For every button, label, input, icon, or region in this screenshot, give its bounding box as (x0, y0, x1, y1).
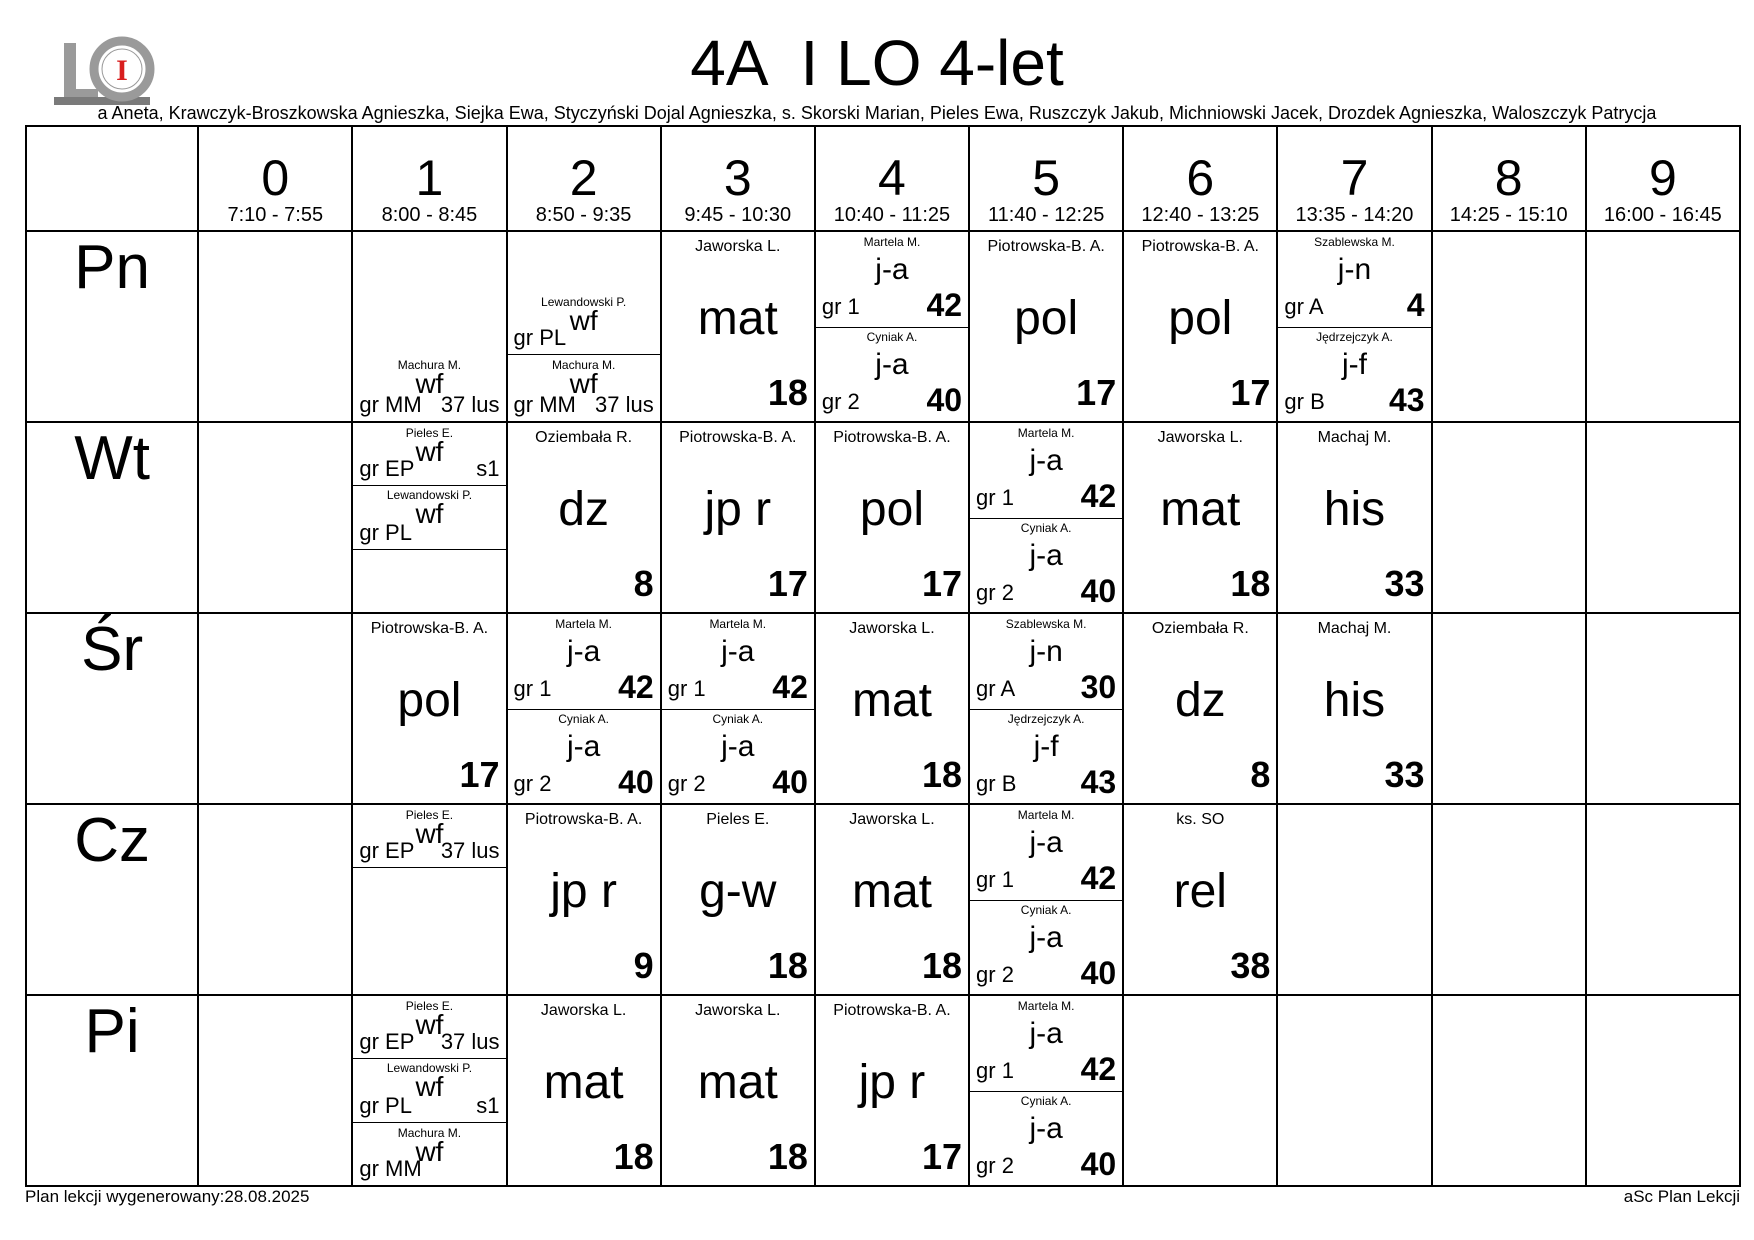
lesson-group: gr 1 (976, 1058, 1014, 1083)
lesson-subject: j-a (1029, 921, 1063, 954)
lesson-room: 18 (767, 372, 808, 413)
lesson-slot[interactable] (352, 422, 506, 613)
lesson-slot (1123, 995, 1277, 1186)
lesson-card[interactable] (970, 996, 1122, 1092)
lesson-subject: j-a (875, 253, 909, 286)
lesson-teacher: Piotrowska-B. A. (524, 811, 643, 828)
period-header-row (26, 126, 1740, 231)
lesson-room: 33 (1384, 754, 1425, 795)
lesson-subject: his (1323, 483, 1386, 536)
day-row (26, 231, 1740, 422)
lesson-group: gr EP (359, 456, 415, 481)
day-row (26, 804, 1740, 995)
lesson-subject: j-f (1341, 348, 1367, 381)
lesson-slot (1432, 613, 1586, 804)
lesson-room: 43 (1080, 764, 1117, 800)
lesson-teacher: Jaworska L. (849, 620, 935, 637)
lesson-subject: mat (543, 1056, 624, 1109)
lesson-teacher: Cyniak A. (866, 330, 918, 344)
lesson-group: gr PL (359, 520, 412, 545)
lesson-group: gr MM (359, 1156, 422, 1181)
lesson-group: gr 2 (976, 580, 1014, 605)
lesson-slot[interactable] (1123, 804, 1277, 995)
lesson-card[interactable] (1124, 805, 1276, 994)
lesson-teacher: Jaworska L. (849, 811, 935, 828)
lesson-slot[interactable] (352, 231, 506, 422)
lesson-group: gr EP (359, 838, 415, 863)
lesson-slot[interactable] (815, 613, 969, 804)
lesson-room: 18 (767, 1136, 808, 1177)
lesson-subject: j-n (1029, 635, 1063, 668)
lesson-room: 37 lus (594, 392, 654, 417)
lesson-group: gr 2 (821, 389, 860, 414)
lesson-subject: j-a (1029, 539, 1063, 572)
period-number: 9 (1648, 150, 1677, 206)
lesson-card[interactable] (662, 614, 814, 710)
lesson-card[interactable] (662, 423, 814, 612)
lesson-slot[interactable] (507, 804, 661, 995)
lesson-group: gr MM (359, 392, 422, 417)
lesson-subject: dz (558, 483, 609, 536)
lesson-card[interactable] (816, 327, 968, 422)
lesson-card[interactable] (508, 709, 660, 804)
period-time: 14:25 - 15:10 (1449, 204, 1568, 226)
lesson-group: gr 2 (976, 962, 1014, 987)
lesson-slot[interactable] (815, 995, 969, 1186)
lesson-subject: mat (851, 865, 932, 918)
lesson-subject: wf (415, 1071, 444, 1102)
lesson-teacher: Piotrowska-B. A. (987, 238, 1105, 255)
lesson-card[interactable] (1124, 232, 1276, 421)
period-time: 9:45 - 10:30 (684, 204, 792, 226)
lesson-teacher: Jaworska L. (540, 1002, 627, 1019)
lesson-subject: j-a (566, 730, 601, 763)
lesson-room: 30 (1080, 669, 1117, 705)
lesson-card[interactable] (508, 292, 660, 355)
lesson-room: 17 (767, 563, 808, 604)
lesson-subject: rel (1173, 865, 1227, 918)
lesson-card[interactable] (662, 709, 814, 804)
lesson-slot[interactable] (815, 422, 969, 613)
lesson-slot[interactable] (352, 995, 506, 1186)
period-number: 3 (723, 150, 752, 206)
lesson-slot[interactable] (507, 422, 661, 613)
lesson-group: gr 1 (976, 485, 1014, 510)
lesson-room: 17 (922, 1136, 963, 1177)
lesson-card[interactable] (816, 423, 968, 612)
lesson-subject: mat (851, 674, 932, 727)
lesson-teacher: Szablewska M. (1314, 235, 1395, 249)
lesson-subject: jp r (858, 1056, 926, 1109)
lesson-room: 40 (1080, 573, 1117, 609)
period-number: 8 (1494, 150, 1523, 206)
lesson-subject: wf (569, 305, 598, 336)
lesson-teacher: Martela M. (555, 617, 612, 631)
day-row (26, 995, 1740, 1186)
lesson-subject: j-a (721, 730, 755, 763)
lesson-card[interactable] (662, 805, 814, 994)
lesson-teacher: Machura M. (397, 1126, 462, 1140)
period-time: 13:35 - 14:20 (1295, 204, 1414, 226)
lesson-group: gr 1 (821, 294, 860, 319)
lesson-subject: wf (415, 1009, 444, 1040)
lesson-room: 18 (922, 945, 963, 986)
lesson-slot[interactable] (507, 613, 661, 804)
lesson-slot[interactable] (661, 231, 815, 422)
lesson-room: 38 (1230, 945, 1271, 986)
lesson-teacher: Martela M. (1017, 426, 1075, 440)
lesson-group: gr B (1284, 389, 1325, 414)
lesson-slot[interactable] (1123, 231, 1277, 422)
lesson-teacher: Lewandowski P. (386, 488, 473, 502)
brand-label: aSc Plan Lekcji (1623, 1187, 1740, 1206)
lesson-card[interactable] (970, 1091, 1122, 1186)
period-number: 4 (878, 150, 906, 206)
lesson-slot (198, 804, 352, 995)
lesson-slot[interactable] (1277, 422, 1431, 613)
lesson-room: 42 (1080, 1051, 1117, 1087)
lesson-room: 42 (772, 669, 808, 705)
period-header-8 (1432, 126, 1586, 231)
day-row (26, 422, 1740, 613)
lesson-teacher: Martela M. (1017, 808, 1075, 822)
lesson-group: gr 1 (667, 676, 706, 701)
lesson-slot[interactable] (1277, 613, 1431, 804)
lesson-slot[interactable] (815, 231, 969, 422)
lesson-subject: j-a (566, 635, 601, 668)
lesson-room: 18 (922, 754, 963, 795)
lesson-subject: wf (415, 1136, 444, 1167)
lesson-room: 17 (459, 754, 500, 795)
lesson-group: gr 2 (976, 1153, 1014, 1178)
lesson-slot[interactable] (1277, 231, 1431, 422)
lesson-teacher: Cyniak A. (712, 712, 764, 726)
lesson-slot (1432, 804, 1586, 995)
lesson-room: 42 (1080, 860, 1117, 896)
lesson-subject: j-a (1029, 444, 1063, 477)
lesson-room: 9 (633, 945, 654, 986)
lesson-card[interactable] (1278, 327, 1430, 422)
lesson-group: gr PL (513, 325, 567, 350)
lesson-teacher: Oziembała R. (1151, 620, 1249, 637)
lesson-card[interactable] (816, 996, 968, 1185)
lesson-slot[interactable] (352, 804, 506, 995)
lesson-subject: mat (1160, 483, 1241, 536)
period-header-2 (507, 126, 661, 231)
lesson-slot[interactable] (1123, 613, 1277, 804)
lesson-group: gr 2 (667, 771, 706, 796)
lesson-room: 37 lus (440, 1029, 500, 1054)
lesson-subject: wf (415, 818, 444, 849)
lesson-subject: wf (415, 498, 444, 529)
lesson-slot[interactable] (507, 995, 661, 1186)
lesson-card[interactable] (353, 805, 505, 868)
lesson-group: gr 1 (976, 867, 1014, 892)
lesson-teacher: Lewandowski P. (386, 1061, 473, 1075)
period-header-3 (661, 126, 815, 231)
lesson-room: 40 (1080, 955, 1117, 991)
lesson-subject: pol (1168, 292, 1233, 345)
lesson-card[interactable] (970, 709, 1122, 804)
generated-date: Plan lekcji wygenerowany:28.08.2025 (25, 1187, 310, 1206)
lesson-subject: pol (1014, 292, 1079, 345)
period-number: 2 (569, 150, 598, 206)
period-header-7 (1277, 126, 1431, 231)
lesson-card[interactable] (353, 614, 505, 803)
lesson-group: gr A (976, 676, 1016, 701)
lesson-slot[interactable] (969, 613, 1123, 804)
lesson-teacher: Jaworska L. (695, 238, 781, 255)
lesson-card[interactable] (353, 996, 505, 1059)
lesson-card[interactable] (970, 518, 1122, 613)
lesson-card[interactable] (1278, 232, 1430, 328)
period-number: 5 (1032, 150, 1061, 206)
period-time: 8:00 - 8:45 (381, 204, 478, 226)
lesson-slot (1432, 995, 1586, 1186)
lesson-card[interactable] (970, 614, 1122, 710)
lesson-subject: mat (697, 292, 778, 345)
timetable (25, 125, 1741, 1187)
lesson-subject: his (1323, 674, 1386, 727)
lesson-slot (1432, 231, 1586, 422)
lesson-room: 18 (1230, 563, 1271, 604)
lesson-teacher: Martela M. (709, 617, 767, 631)
lesson-slot (1586, 613, 1740, 804)
lesson-room: 8 (633, 563, 654, 604)
lesson-slot (1432, 422, 1586, 613)
lesson-room: 33 (1384, 563, 1425, 604)
lesson-subject: pol (859, 483, 924, 536)
lesson-slot[interactable] (661, 804, 815, 995)
lesson-teacher: Machaj M. (1317, 429, 1392, 446)
lesson-room: 18 (767, 945, 808, 986)
lesson-teacher: Jędrzejczyk A. (1007, 712, 1085, 726)
lesson-room: 42 (618, 669, 654, 705)
lesson-slot[interactable] (969, 995, 1123, 1186)
lesson-subject: j-a (875, 348, 909, 381)
lesson-teacher: Szablewska M. (1005, 617, 1087, 631)
lesson-room: 4 (1406, 287, 1425, 323)
lesson-group: gr EP (359, 1029, 415, 1054)
lesson-slot (1586, 995, 1740, 1186)
lesson-teacher: Pieles E. (405, 426, 454, 440)
logo-mark: I (116, 54, 128, 87)
lesson-subject: mat (697, 1056, 778, 1109)
lesson-slot (1586, 231, 1740, 422)
period-time: 11:40 - 12:25 (987, 204, 1105, 226)
lesson-card[interactable] (970, 232, 1122, 421)
lesson-subject: wf (569, 368, 598, 399)
lesson-card[interactable] (816, 805, 968, 994)
lesson-room: s1 (476, 456, 500, 481)
lesson-group: gr 2 (513, 771, 552, 796)
lesson-slot[interactable] (969, 231, 1123, 422)
lesson-subject: j-a (1029, 1017, 1063, 1050)
lesson-subject: jp r (550, 865, 617, 918)
lesson-slot[interactable] (661, 613, 815, 804)
lesson-room: 18 (613, 1136, 654, 1177)
lesson-group: gr 1 (513, 676, 552, 701)
period-number: 6 (1186, 150, 1215, 206)
lesson-room: 17 (922, 563, 963, 604)
lesson-slot[interactable] (1123, 422, 1277, 613)
lesson-card[interactable] (1124, 423, 1276, 612)
lesson-subject: dz (1174, 674, 1226, 727)
period-header-6 (1123, 126, 1277, 231)
lesson-card[interactable] (970, 423, 1122, 519)
lesson-card[interactable] (1278, 614, 1430, 803)
lesson-slot[interactable] (969, 804, 1123, 995)
lesson-subject: j-a (1029, 1112, 1063, 1145)
lesson-teacher: Pieles E. (706, 811, 770, 828)
period-number: 0 (261, 150, 290, 206)
lesson-teacher: Oziembała R. (535, 429, 633, 446)
lesson-teacher: Cyniak A. (558, 712, 609, 726)
lesson-room: 37 lus (440, 392, 500, 417)
period-header-0 (198, 126, 352, 231)
lesson-card[interactable] (353, 1058, 505, 1123)
lesson-card[interactable] (508, 423, 660, 612)
lesson-card[interactable] (1278, 423, 1430, 612)
period-header-1 (352, 126, 506, 231)
lesson-teacher: Piotrowska-B. A. (833, 1002, 951, 1019)
lesson-teacher: Martela M. (1017, 999, 1075, 1013)
day-label: Pi (26, 995, 198, 1186)
lesson-subject: wf (415, 436, 444, 467)
lesson-card[interactable] (1124, 614, 1276, 803)
lesson-subject: wf (415, 368, 444, 399)
lesson-teacher: Jędrzejczyk A. (1316, 330, 1393, 344)
lesson-card[interactable] (970, 900, 1122, 995)
lesson-slot (1586, 804, 1740, 995)
lesson-room: 40 (1080, 1146, 1117, 1182)
period-time: 12:40 - 13:25 (1141, 204, 1260, 226)
lesson-teacher: Machura M. (397, 358, 462, 372)
lesson-teacher: Machura M. (551, 358, 616, 372)
day-label: Wt (26, 422, 198, 613)
lesson-room: 42 (926, 287, 963, 323)
lesson-slot (1586, 422, 1740, 613)
lesson-room: s1 (476, 1093, 500, 1118)
lesson-card[interactable] (508, 614, 660, 710)
lesson-teacher: Cyniak A. (1020, 903, 1072, 917)
period-number: 7 (1340, 150, 1369, 206)
lesson-group: gr B (976, 771, 1017, 796)
lesson-card[interactable] (353, 355, 505, 421)
period-header-4 (815, 126, 969, 231)
lesson-slot (198, 613, 352, 804)
lesson-teacher: Jaworska L. (695, 1002, 781, 1019)
lesson-slot (198, 231, 352, 422)
lesson-slot[interactable] (352, 613, 506, 804)
lesson-room: 40 (772, 764, 808, 800)
lesson-subject: g-w (699, 865, 777, 918)
day-label: Pn (26, 231, 198, 422)
period-header-5 (969, 126, 1123, 231)
lesson-room: 37 lus (440, 838, 500, 863)
lesson-teacher: Piotrowska-B. A. (1141, 238, 1259, 255)
period-header-9 (1586, 126, 1740, 231)
lesson-slot[interactable] (661, 422, 815, 613)
lesson-slot (1277, 804, 1431, 995)
lesson-teacher: Machaj M. (1317, 620, 1392, 637)
lesson-room: 8 (1250, 754, 1271, 795)
lesson-room: 40 (926, 382, 963, 418)
lesson-card[interactable] (508, 996, 660, 1185)
period-time: 16:00 - 16:45 (1603, 204, 1722, 226)
lesson-teacher: Cyniak A. (1020, 1094, 1072, 1108)
lesson-teacher: Pieles E. (405, 808, 454, 822)
lesson-subject: j-a (1029, 826, 1063, 859)
lesson-room: 42 (1080, 478, 1117, 514)
lesson-slot[interactable] (507, 231, 661, 422)
lesson-group: gr PL (359, 1093, 412, 1118)
teachers-list: a Aneta, Krawczyk-Broszkowska Agnieszka, Siejka Ewa, Styczyński Dojal Agnieszka, s. Skorski Marian, Pieles Ewa, Ruszczyk Jakub, Michniowski Jacek, Drozdek Agnieszka, Waloszczyk Patrycja (97, 103, 1657, 123)
lesson-teacher: Pieles E. (405, 999, 454, 1013)
page-title: 4A I LO 4-let (690, 27, 1064, 99)
lesson-slot (1277, 995, 1431, 1186)
day-label: Cz (26, 804, 198, 995)
lesson-card[interactable] (353, 423, 505, 486)
lesson-slot (198, 995, 352, 1186)
lesson-subject: j-f (1033, 730, 1059, 763)
lesson-card[interactable] (353, 485, 505, 550)
period-time: 10:40 - 11:25 (833, 204, 951, 226)
lesson-room: 43 (1388, 382, 1425, 418)
lesson-card[interactable] (353, 1123, 505, 1185)
lesson-card[interactable] (970, 805, 1122, 901)
lesson-card[interactable] (816, 614, 968, 803)
lesson-group: gr MM (513, 392, 576, 417)
lesson-group: gr A (1284, 294, 1324, 319)
lesson-teacher: Piotrowska-B. A. (370, 620, 489, 637)
lesson-teacher: Martela M. (863, 235, 921, 249)
lesson-subject: j-a (721, 635, 755, 668)
lesson-slot[interactable] (815, 804, 969, 995)
lesson-teacher: Piotrowska-B. A. (679, 429, 797, 446)
period-number: 1 (415, 150, 444, 206)
lesson-card[interactable] (508, 355, 660, 421)
day-row (26, 613, 1740, 804)
lesson-card[interactable] (508, 805, 660, 994)
lesson-card[interactable] (816, 232, 968, 328)
day-label: Śr (26, 613, 198, 804)
lesson-teacher: Lewandowski P. (541, 295, 627, 309)
lesson-slot[interactable] (969, 422, 1123, 613)
lesson-slot (198, 422, 352, 613)
lesson-card[interactable] (662, 996, 814, 1185)
lesson-teacher: ks. SO (1176, 811, 1225, 828)
lesson-card[interactable] (662, 232, 814, 421)
lesson-subject: j-n (1337, 253, 1372, 286)
lesson-teacher: Jaworska L. (1157, 429, 1243, 446)
lesson-subject: jp r (704, 483, 772, 536)
lesson-subject: pol (397, 674, 462, 727)
lesson-teacher: Piotrowska-B. A. (833, 429, 951, 446)
lesson-room: 40 (618, 764, 654, 800)
lesson-room: 17 (1076, 372, 1117, 413)
lesson-teacher: Cyniak A. (1020, 521, 1072, 535)
lesson-room: 17 (1230, 372, 1271, 413)
period-time: 7:10 - 7:55 (227, 204, 324, 226)
corner-cell (26, 126, 198, 231)
period-time: 8:50 - 9:35 (535, 204, 632, 226)
lesson-slot[interactable] (661, 995, 815, 1186)
